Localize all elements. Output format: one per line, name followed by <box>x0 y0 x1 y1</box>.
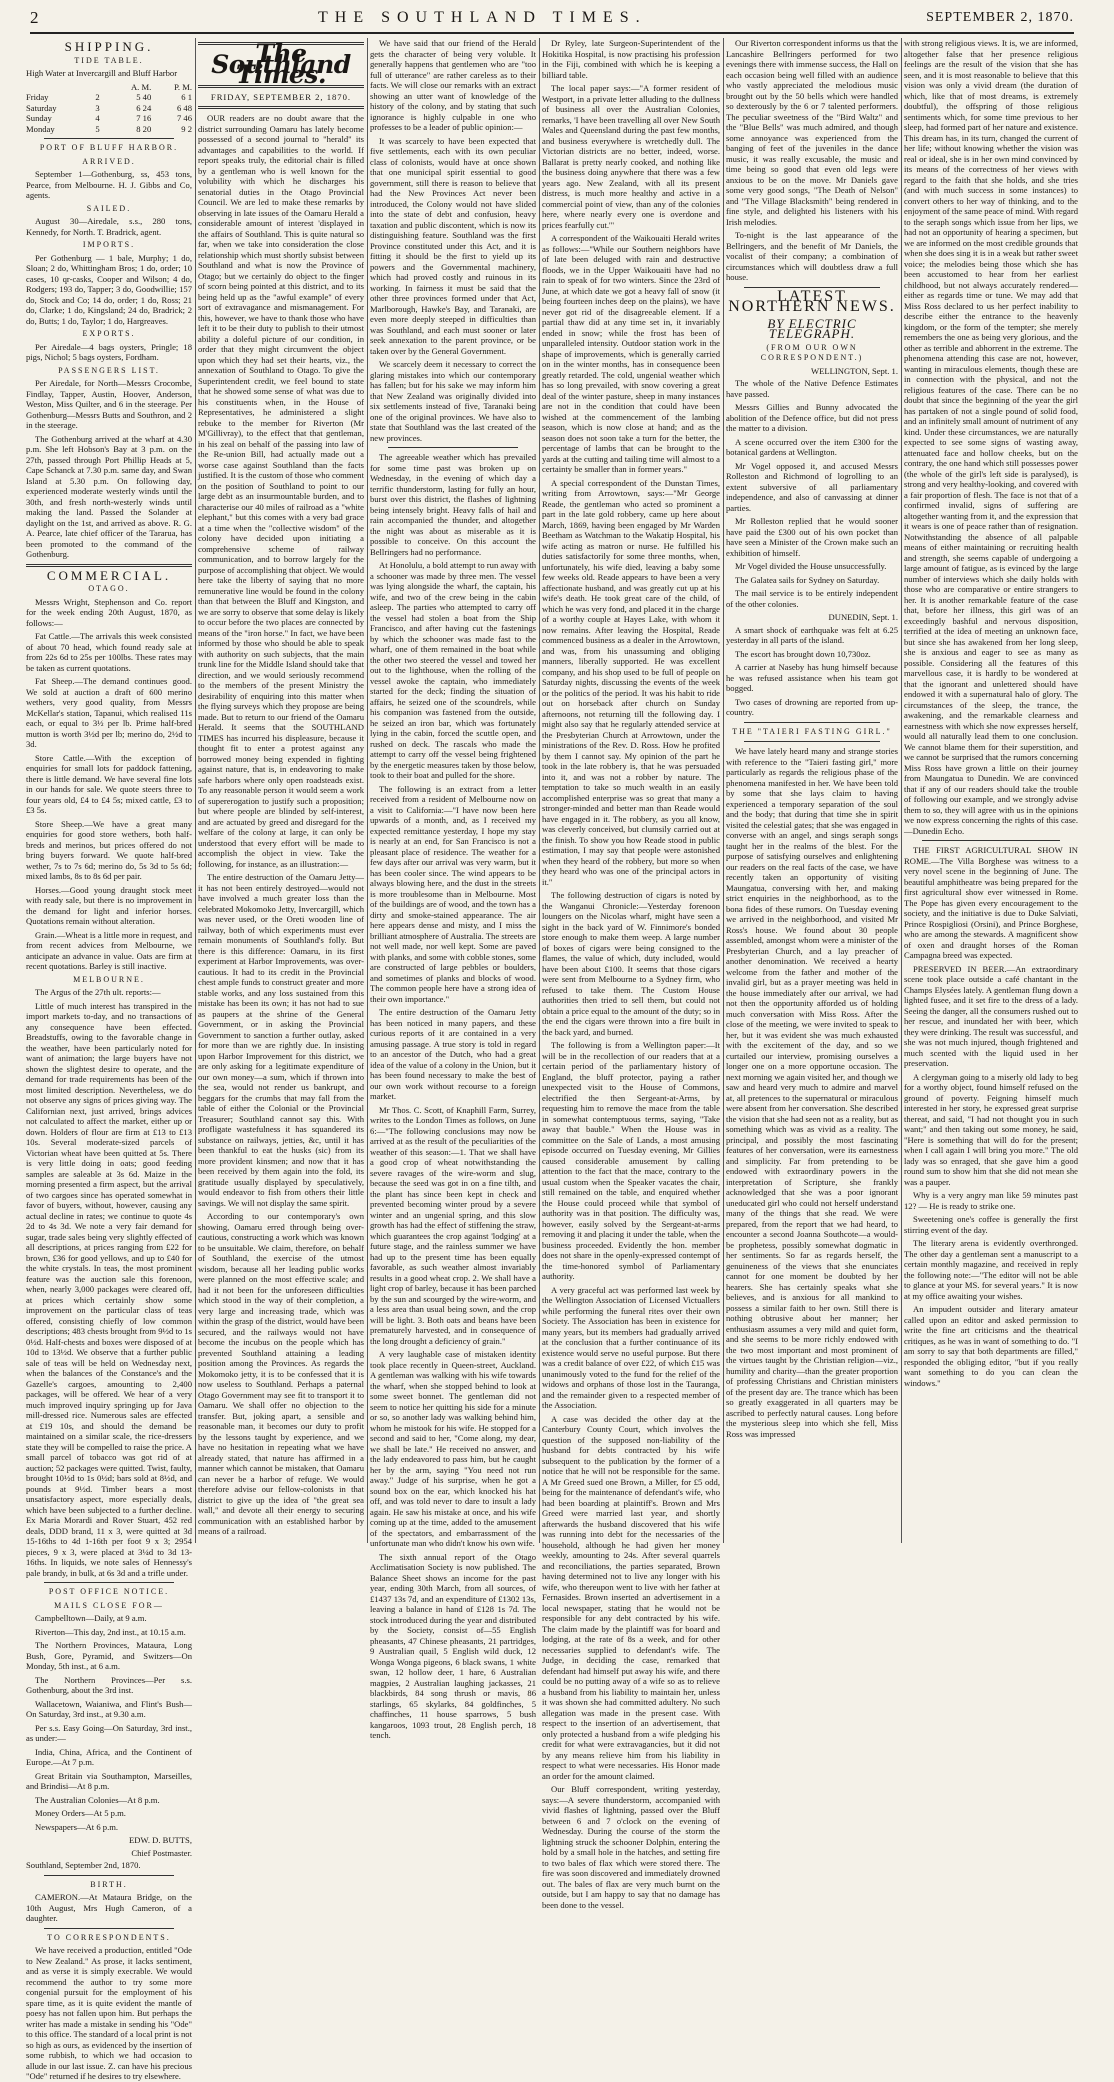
tide-pm: 6 1 <box>181 92 192 102</box>
news-paragraph: The following is an extract from a letter received from a resident of Melbourne now on a visit to California:—"I have now been here upwards of a month, and, as I received my expected remittance yesterday, I hope my stay is nearly at an end, for San Francisco is not a pleasant place of residence. The weather for a few days after our arrival was very warm, but it has been cooler since. The wind appears to be always blowing here, and the dust in the streets is more troublesome than in Melbourne. Most of the buildings are of wood, and the town has a dirty and smoke-stained appearance. The air here appears dense and misty, and I miss the brilliant atmosphere of Australia. The streets are not well made, nor well kept. Some are paved with planks, and some with cobble stones, some are constructed of large pebbles or boulders, and sometimes of planks and blocks of wood. The common people here have a strong idea of their own importance." <box>370 783 536 1004</box>
correspondents-heading: TO CORRESPONDENTS. <box>47 1932 171 1942</box>
tide-am: 5 40 <box>136 92 152 102</box>
editorial-paragraph: The entire destruction of the Oamaru Jetty—it has not been entirely destroyed—would not have involved a much greater loss than the celebrated Mokomoko Jetty, Invercargill, which was never used, or the Oreti wooden line of railway, both of which experiments must ever remain monuments of Southland's folly. But there is this difference: Oamaru, in its first experiment at Harbor Improvements, was over-cautious. It had to its credit in the Provincial chest ample funds to construct greater and more stable works, and any loss sustained from this mistake has been its own; it has not had to sue as paupers at the shrine of the General Government, or in asking the Provincial Government to sanction a further outlay, asked for more than we are rightly due. In insisting upon Harbor Improvement for this district, we are only asking for a legitimate expenditure of our own money—a sum, which if thrown into the sea, would not render us bankrupt, and beggars for the crumbs that may fall from the table of either the Colonial or the Provincial Treasurer; Southland cannot say this. With profligate wastefulness it has squandered its substance on railways, jetties, &c, until it has been thankful to eat the husks (sic) from its more provident kinsmen; and now that it has been received by them again into the fold, its gratitude usually displayed by speculatively, would endeavor to fish from others their little savings. We will not display the same spirit. <box>198 872 364 1208</box>
mail-item: Newspapers—At 6 p.m. <box>35 1821 119 1832</box>
column-divider <box>539 38 540 1543</box>
short-item: Sweetening one's coffee is generally the first stirring event of the day. <box>904 1214 1078 1235</box>
page-number: 2 <box>30 8 39 27</box>
otago-paragraph: Store Sheep.—We have a great many enquiries for good store wethers, both half-breds and merinos, but prices offered do not bring buyers forward. We quote half-bred wether, 7s to 7s 6d; merino do, 5s 3d to 5s 6d; mixed lambs, 8s to 8s 6d per pair. <box>26 818 192 881</box>
telegram: Mr Vogel opposed it, and accused Messrs Rolleston and Richmond of logrolling to an extent subversive of all parliamentary independence, and also of canvassing at dinner parties. <box>726 460 898 513</box>
mail-item: Wallacetown, Waianiwa, and Flint's Bush—On Saturday, 3rd inst., at 9.30 a.m. <box>26 1698 192 1719</box>
correspondents-notice: We have received a production, entitled "Ode to New Zealand." As prose, it lacks sentiment, and as verse it is simply execrable. We would recommend the author to try some more congenial pursuit for the employment of his spare time, as it is quite evident the mantle of poesy has not fallen upon him. But perhaps the writer has made a mistake in sending his "Ode" to this office. The standard of a local print is not so high as ours, as evidenced by the insertion of some rubbish, to which we had occasion to allude in our last issue. Z. can have his precious "Ode" returned if he desires to try elsewhere. <box>26 1945 192 2081</box>
news-paragraph: The sixth annual report of the Otago Acclimatisation Society is now published. The Balance Sheet shows an income for the past year, ending 30th March, from all sources, of £1437 13s 7d, and an expenditure of £1302 13s, leaving a balance in hand of £128 1s 7d. The stock introduced during the year and distributed by the Society, consist of—55 English pheasants, 47 Chinese pheasants, 21 partridges, 9 Australian quail, 5 English wild duck, 12 Wonga Wonga pigeons, 6 black swans, 1 white swan, 12 hollow deer, 1 hare, 6 Australian magpies, 2 Australian laughing jackasses, 21 blackbirds, 84 song thrush or mavis, 86 starlings, 65 skylarks, 84 goldfinches, 5 chaffinches, 11 house sparrows, 5 bush kangaroos, 1093 trout, 28 English perch, 18 tench. <box>370 1551 536 1740</box>
melbourne-paragraph: The Argus of the 27th ult. reports:— <box>35 987 161 997</box>
melbourne-heading: MELBOURNE. <box>73 974 145 984</box>
telegram: The Galatea sails for Sydney on Saturday. <box>735 574 880 585</box>
tide-date: 5 <box>95 123 100 134</box>
column-6 <box>904 38 1078 1543</box>
tide-date: 3 <box>95 102 100 113</box>
editorial-paragraph: We scarcely deem it necessary to correct the glaring mistakes into which our contemporary has fallen; but for his sake we may inform him that New Zealand was originally divided into six settlements instead of five, Taranaki being one of the original provinces. We have also to state that Southland was the last created of the new provinces. <box>370 359 536 443</box>
news-paragraph: A correspondent of the Waikouaiti Herald writes as follows:—"While our Southern neighbors have of late been deluged with rain and destructive floods, we in the Upper Waikouaiti have had no rain to speak of for two winters. Since the 23rd of June, at which date we got a heavy fall of snow (it being fourteen inches deep on the plains), we have never got rid of the disagreeable element. If a partial thaw did at any time set in, it invariably ended in snow; while the frost has been of unparalleled intensity. Outdoor station work in the shape of improvements, which is generally carried on in the winter months, has in consequence been greatly retarded. The cold, ungenial weather which has so long prevailed, with snow covering a great deal of the winter pasture, sheep in many instances are not in the condition that could have been wished at the commencement of the lambing season, which is now close at hand; and as the season does not soon take a turn for the better, the percentage of lambs that can be brought to the yards at the cutting and tailing time will almost to a certainty be smaller than in former years." <box>542 233 720 474</box>
column-5 <box>726 38 898 1543</box>
arrived-text: September 1—Gothenburg, ss, 453 tons, Pearce, from Melbourne. H. J. Gibbs and Co, agents. <box>26 169 192 200</box>
short-item: An impudent outsider and literary amateur called upon an editor and asked permission to write the fine art criticisms and the theatrical critiques, as he was in want of something to do. "I am sorry to say that both departments are filled," responded the obliging editor, "but if you really want something to do you can clean the windows." <box>904 1304 1078 1388</box>
column-3 <box>370 38 536 1740</box>
tide-am: 6 24 <box>136 102 152 113</box>
dunedin-dateline: DUNEDIN, Sept. 1. <box>828 612 898 622</box>
tide-col-pm: P. M. <box>174 81 192 92</box>
short-item: Why is a very angry man like 59 minutes past 12? — He is ready to strike one. <box>904 1190 1078 1211</box>
tide-am: 8 20 <box>136 123 152 134</box>
divider <box>744 722 880 723</box>
header-rule <box>30 32 1074 34</box>
short-item: PRESERVED IN BEER.—An extraordinary scene took place outside a café chantant in the Champs Elysées lately. A gentleman flung down a lighted fusee, and it set fire to the dress of a lady. Seeing the danger, all the consumers rushed out to her rescue, and inundated her with beer, which they were drinking. The result was successful, and she was not much injured, though frightened and much scented with the liquid used in her preservation. <box>904 963 1078 1068</box>
column-divider <box>367 38 368 1543</box>
news-paragraph: A very graceful act was performed last week by the Wellington Association of Licensed Victuallers while performing the funeral rites over their own Society. The Association has been in existence for many years, but its members had gradually arrived at the conclusion that a further continuance of its existence would serve no useful purpose. But there was a credit balance of over £22, of which £15 was unanimously voted to the fund for the relief of the widows and orphans of those lost in the Taurangа, and the remainder given to a respected member of the Association. <box>542 1284 720 1410</box>
news-paragraph: Our Bluff correspondent, writing yesterday, says:—A severe thunderstorm, accompanied with vivid flashes of lightning, passed over the Bluff between 6 and 7 o'clock on the evening of Wednesday. During the course of the storm the lightning struck the schooner Dolphin, entering the hold by a small hole in the hatches, and setting fire to two bales of flax which were stored there. The fire was soon discovered and immediately drowned out. The bales of flax are very much burnt on the outside, but I am happy to say that no damage has been done to the vessel. <box>542 1784 720 1910</box>
post-office-heading: POST OFFICE NOTICE. <box>48 1587 170 1596</box>
tide-day: Sunday <box>26 113 52 123</box>
column-2 <box>198 38 364 1543</box>
tide-table <box>26 82 192 135</box>
divider <box>26 564 192 567</box>
news-paragraph: Our Riverton correspondent informs us that the Lancashire Bellringers performed for two evenings there with immense success, the Hall on each occasion being well filled with an audience who vastly appreciated the melodious music brought out by the 50 bells which were handled so dexterously by the 6 or 7 talented performers. The peculiar sweetness of the "Bird Waltz" and the "Blue Bells" was much admired, and though some annoyance was experienced from the banging of feet of the juveniles in the dance music, it was really excusable, the music and time being so good that even old legs were anxious to be on the move. Mr Daniels gave some very good songs, "The Death of Nelson" and "The Village Blacksmith" being rendered in fine style, and delighted his listeners with his Irish melodies. <box>726 38 898 227</box>
tide-pm: 9 2 <box>181 123 192 134</box>
birth-heading: BIRTH. <box>90 1879 128 1889</box>
correspondent-note: (FROM OUR OWN CORRESPONDENT.) <box>760 342 864 362</box>
news-paragraph: Dr Ryley, late Surgeon-Superintendent of the Hokitika Hospital, is now practising his profession in the Fiji, combined with which he is keeping a billiard table. <box>542 38 720 80</box>
birth-notice: CAMERON.—At Mataura Bridge, on the 10th August, Mrs Hugh Cameron, of a daughter. <box>26 1892 192 1923</box>
otago-paragraph: Fat Sheep.—The demand continues good. We sold at auction a draft of 600 merino wethers, very good quality, from Messrs McKellar's station, Tapanui, which realised 11s each, or equal to 3½ per lb. Prime half-bred mutton is worth 3½d per lb; merino do, 2½d to 3d. <box>26 676 192 749</box>
column-4 <box>542 38 720 1910</box>
news-paragraph: Mr Thos. C. Scott, of Knaphill Farm, Surrey, writes to the London Times as follows, on June 6:—"The following conclusions may now be arrived at as the result of the peculiarities of the weather of this season:—1. That we shall have a good crop of wheat notwithstanding the severe ravages of the wire-worm and slug, because the seed was got in on a fine tilth, and the plant has since been kept in check and prevented becoming winter proud by a severe winter and an ungenial spring, and this slow growth has had the effect of stiffening the straw, which guarantees the crop against 'lodging' at a future stage, and the rainless summer we have had up to the present time has been equally favorable, as such weather almost invariably results in a good wheat crop. 2. We shall have a light crop of barley, because it has been parched by the sun and scourged by the wire-worm, and a less area than usual being sown, and the crop will be light. 3. Both oats and beans have been prematurely harvested, and in consequence of the long drought a deficiency of grain." <box>370 1104 536 1346</box>
passengers-text: Per Airedale, for North—Messrs Crocombe, Findlay, Tapper, Austin, Hoover, Anderson, Weston, Miss Quilter, and 6 in the steerage. Per Gothenburg—Messrs Butts and Southron, and 2 in the steerage. <box>26 378 192 430</box>
editorial-paragraph: We have said that our friend of the Herald gets the character of being very voluble. It generally happens that gentlemen who are "too full of utterance" are rather careless as to their facts. We will close our remarks with an extract showing an utter want of knowledge of the history of the colony, and by stating that such ignorance is highly culpable in one who professes to be a leader of public opinion:— <box>370 38 536 132</box>
telegram: A scene occurred over the item £300 for the botanical gardens at Wellington. <box>726 436 898 457</box>
telegram: Mr Vogel divided the House unsuccessfully. <box>735 561 887 571</box>
postmaster-name: EDW. D. BUTTS, <box>129 1835 192 1845</box>
voyage-report: The Gothenburg arrived at the wharf at 4.30 p.m. She left Hobson's Bay at 3 p.m. on the 27th, passed through Port Phillip Heads at 5, Cape Schanck at 7.30 p.m. same day, and Swan Island at 5.30 p.m. On following day, experienced moderate westerly winds until the 30th, and fresh north-westerly winds until making the land. Passed the Solander at daylight on the 1st, and arrived as above. R. G. A. Pearce, late chief officer of the Tararua, has been promoted to the command of the Gothenburg. <box>26 433 192 559</box>
telegram: The escort has brought down 10,730oz. <box>735 648 871 659</box>
news-paragraph: The entire destruction of the Oamaru Jetty has been noticed in many papers, and these curious reports of it are contained in a very amusing passage. A true story is told in regard to an ancestor of the Dutch, who had a great idea of the value of a colony in the Union, but it has been found necessary to make the best of our own work without recourse to a foreign market. <box>370 1007 536 1101</box>
tide-day: Saturday <box>26 102 57 113</box>
taieri-continued: with strong religious views. It is, we are informed, altogether false that her presence religious feelings are the result of the vision that she has seen, and it is most reasonable to believe that this vision was only a vivid dream (the duration of which, like that of most dreams, is extremely doubtful), the offspring of those religious sentiments which, for some time previous to her sleep, had formed part of her nature and existence. This dream has, in its turn, changed the current of her life; without knowing whether the vision was real or ideal, she is in her own mind convinced by its means of the correctness of her views with regard to the faith that she holds, and she tries (and with much success in some instances) to convert others to her way of thinking, and to the enjoyment of the same peace of mind. With regard to the seraph songs which issue from her lips, we had not an opportunity of hearing a specimen, but we are informed on the most credible grounds that when she does sing it is in a weak but rather sweet voice; the melodies being those which she has been accustomed to hear from her earliest childhood, but not always accurately rendered—either as regards time or tune. We may add that Miss Ross declared to us her perfect inability to describe either the entrance to the heavenly kingdom, or the form of the tempter; she merely remembers the one as being very glorious, and the other as terrible and abhorrent in the extreme. The phenomena attending this case are not, however, wanting in miraculous elements, though these are in connection with the physical, and not the religious features of the case. There can be no doubt that since the beginning of the year the girl has partaken of not a single pound of solid food, and an infinitely small amount of nutriment of any kind. Under these circumstances, we are naturally expected to see some signs of wasting away, attenuated face and hollow cheeks, but on the contrary, the one hand which still possesses power (the whole of the girl's left side is paralysed), is strong and very healthy-looking, and covered with a fair proportion of flesh. The face is not that of a confirmed invalid, signs of suffering are altogether wanting from it, and the expression that it wears is one of peace rather than of resignation. Notwithstanding the absence of all palpable means of either maintaining or recruiting health and strength, she seems capable of undergoing a large amount of fatigue, as is evinced by the large number of interviews which she daily holds with those who are comparative or entire strangers to her. It is another remarkable feature of the case that, before her illness, this girl was of an exceedingly bashful and nervous disposition, terrified at the idea of meeting an unknown face, but since she has awakened from her long sleep, she is anxious and eager to see as many as possible. Considering all the features of this marvellous case, it is hardly to be wondered at that the ignorant and unlettered should have endowed it with a supernatural halo of glory. The circumstances of the sleep, the trance, the awakening, and the remarkable clearness and earnestness with which she now expresses herself, would all naturally lead them to one conclusion. We cannot blame them for their superstition, and we cannot be surprised that the rumors concerning Miss Ross have grown a little on their journey from Maungatua to Dunedin. We are convinced that if any of our readers should take the trouble of following our example, and we strongly advise them to so, they will agree with us in the opinions we now express concerning the rights of this case.—Dunedin Echo. <box>904 38 1078 836</box>
news-paragraph: To-night is the last appearance of the Bellringers, and the benefit of Mr Daniels, the vocalist of their company; a combination of circumstances which will doubtless draw a full house. <box>726 230 898 282</box>
tide-row <box>26 124 192 135</box>
tide-row <box>26 92 192 103</box>
taieri-heading: THE "TAIERI FASTING GIRL." <box>732 726 892 736</box>
short-item: The literary arena is evidently overthronged. The other day a gentleman sent a manuscript to a certain monthly magazine, and received in reply the following note:—"The editor will not be able to glance at your MS. for several years." It is now at my office awaiting your wishes. <box>904 1238 1078 1301</box>
telegram: Mr Rolleston replied that he would sooner have paid the £300 out of his own pocket than have seen a Minister of the Crown make such an exhibition of himself. <box>726 516 898 558</box>
mail-item: Money Orders—At 5 p.m. <box>35 1808 126 1818</box>
tide-table-heading: TIDE TABLE. <box>74 55 144 65</box>
tide-am: 7 16 <box>136 113 152 123</box>
divider <box>44 138 174 139</box>
tide-row <box>26 103 192 114</box>
telegram: A carrier at Naseby has hung himself because he was refused assistance when his team got bogged. <box>726 662 898 693</box>
telegram: The whole of the Native Defence Estimates have passed. <box>726 378 898 399</box>
running-masthead: THE SOUTHLAND TIMES. <box>318 9 647 26</box>
exports-text: Per Airedale—4 bags oysters, Pringle; 18 pigs, Nichol; 5 bags oysters, Fordham. <box>26 341 192 362</box>
news-paragraph: The agreeable weather which has prevailed for some time past was broken up on Wednesday, in the evening of which day a terrific thunderstorm, lasting for fully an hour, burst over this district, the flashes of lightning being intensely bright. Heavy falls of hail and rain accompanied the thunder, and altogether the night was about as miserable as it is possible to conceive. On this account the Bellringers had no performance. <box>370 452 536 557</box>
column-divider <box>195 38 196 1543</box>
mail-item: Great Britain via Southampton, Marseilles, and Brindisi—At 8 p.m. <box>26 1770 192 1791</box>
port-heading: PORT OF BLUFF HARBOR. <box>39 143 179 152</box>
mail-item: The Northern Provinces—Per s.s. Gothenburg, about the 3rd inst. <box>26 1674 192 1695</box>
short-item: THE FIRST AGRICULTURAL SHOW IN ROME.—The Villa Borghese was witness to a very novel scene in the beginning of June. The beautiful amphitheatre was being prepared for the first agricultural show ever witnessed in Rome. The Pope has given every encouragement to the society, and the initiative is due to Duke Salviati, Prince Rospigliosi (Orsini), and Prince Borghese, who are among the stewards. A magnificent show of oxen and draught horses of the Roman Campagna breed was expected. <box>904 845 1078 960</box>
tide-table-header <box>26 82 192 93</box>
column-1 <box>26 38 192 2081</box>
mail-item: The Northern Provinces, Mataura, Long Bush, Gore, Pyramid, and Switzers—On Monday, 5th inst., at 6 a.m. <box>26 1640 192 1671</box>
divider <box>198 106 364 109</box>
issue-date: SEPTEMBER 2, 1870. <box>926 10 1074 25</box>
divider <box>44 1875 174 1876</box>
otago-heading: OTAGO. <box>88 584 130 593</box>
mail-item: India, China, Africa, and the Continent of Europe.—At 7 p.m. <box>26 1746 192 1767</box>
otago-paragraph: Fat Cattle.—The arrivals this week consisted of about 70 head, which found ready sale at from 22s 6d to 25s per 100lbs. These rates may be taken as current quotations. <box>26 631 192 673</box>
otago-paragraph: Horses.—Good young draught stock meet with ready sale, but there is no improvement in the demand for light and inferior horses. Quotations remain without alteration. <box>26 884 192 926</box>
tide-pm: 7 46 <box>176 113 192 123</box>
news-paragraph: At Honolulu, a bold attempt to run away with a schooner was made by three men. The vessel was lying alongside the wharf, the captain, his wife, and two of the crew being in the cabin asleep. The parties who attempted to carry off the vessel had stolen a boat from the Ship Francisco, and after having cut the fastenings by which the schooner was made fast to the wharf, one of them remained in the boat while the other two steered the vessel and towed her out to the lighthouse, when the rolling of the vessel awoke the captain, who immediately started for the deck; finding the situation of affairs, he seized one of the scoundrels, while his companion was fastened from the outside, he seized an iron bar, which was fortunately lying in the cabin, forced the scuttle open, and rushed on deck. The rascals who made the attempt to carry off the vessel being frightened by the energetic measures taken by those below, took to their boat and pulled for the shore. <box>370 560 536 780</box>
tide-col-am: A. M. <box>130 81 152 92</box>
divider <box>744 741 880 742</box>
news-paragraph: A case was decided the other day at the Canterbury County Court, which involves the question of the supposed non-liability of the husband for debts contracted by his wife subsequent to the publication by the former of a notice that he will not be responsible for the same. A Mr Greed sued one Brown, a Miller, for £5 odd, being for the maintenance of defendant's wife, who had been boarding at plaintiff's. Brown and Mrs Greed were married last year, and shortly afterwards the husband discovered that his wife was running into debt for the necessaries of the household, although he had given her money weekly, amounting to 24s. After several quarrels and reconciliations, the parties separated, Brown having determined not to live any longer with his wife, who thereupon went to live with her father at Fernasides. Brown inserted an advertisement in a local newspaper, stating that he would not be responsible for any debt contracted by his wife. The claim made by the plaintiff was for board and lodging, at the rate of 8s a week, and for other necessaries supplied to defendant's wife. The Judge, in deciding the case, remarked that defendant had himself put away his wife, and there could be no putting away of a wife so as to relieve a husband from his liability to maintain her, unless it was shown she had committed adultery. No such allegation was made in the present case. With respect to the insertion of an advertisement, that only protected a husband from a wife pledging his credit for what were extravagancies, but it did not by any means relieve him from his liability in respect to what were necessaries. His Honor made an order for the amount claimed. <box>542 1413 720 1781</box>
editorial-paragraph: OUR readers are no doubt aware that the district surrounding Oamaru has lately become possessed of a second journal to "herald" its advantages and capabilities to the world. If report speaks truly, the editorial chair is filled by a gentleman who is well known for the volubility with which he discharges his senatorial duties in the Otago Provincial Council. We are led to make these remarks by observing in late issues of the Oamaru Herald a considerable amount of interest 'displayed in the affairs of Southland. This is quite natural so far, when we take into consideration the close relationship which must shortly subsist between Southland and what is now the Province of Otago; but we certainly do object to the finger of scorn being pointed at this district, and to its being held up as the "awful example" of every sort of extravagance and mismanagement. For this, however, we have to thank those who have left it to be their duty to publish to their utmost ability a doleful picture of our condition, in order that they might circumvent the object upon which they had set their hearts, viz., the annexation of Southland to Otago. To give the Superintendent credit, we feel bound to state that he showed some sense of what was due to his constituents when, in the House of Representatives, he administered a slight rebuke to the member for Riverton (Mr M'Gillivray), to the effect that that gentleman, in his zeal on behalf of the passing into law of the Re-union Bill, had actually made out a worse case against Southland than the facts justified. It is the custom of those who comment on the position of Southland to point to our large debt as an insurmountable burden, and to characterise our 40 miles of railroad as a "white elephant," but this comes with a very bad grace at a time when the "collective wisdom" of the colony have decided upon initiating a comprehensive scheme of railway communication, and to borrow largely for the purpose of accomplishing that object. We would here take the liberty of saying that no more remunerative line would be found in the colony than that between the Bluff and Kingston, and we are sorry to observe that some delay is likely to occur before the two places are connected by means of the "iron horse." In fact, we have been informed by those who should be able to speak with authority on such subjects, that the main trunk line for the Middle Island should take that direction, and we would seriously recommend to the members of the present Ministry the desirability of enquiring into this matter when the flying surveys which they propose are being made. But to return to our friend of the Oamaru Herald. It seems that the SOUTHLAND TIMES has incurred his displeasure, because it thought fit to enter a protest against any borrowed money being expended in fighting against nature, that is, in endeavoring to make safe harbors where only open roadsteads exist. To any reasonable person it would seem a work of supererogation to justify such a proposition; but where people are blinded by self-interest, and are actuated by greed and disregard for the welfare of the colony at large, it can only be understood that every effort will be made to accomplish the object in view. Take the following, for instance, as an illustration:— <box>198 113 364 869</box>
mail-item: The Australian Colonies—At 8 p.m. <box>35 1794 160 1805</box>
editorial-paragraph: It was scarcely to have been expected that five settlements, each with its own peculiar class of colonists, would have at once shown that one municipal spirit essential to good government, still there is reason to believe that had the New Provinces Act never been introduced, the Colony would not have slided into the state of debt and confusion, heavy taxation and public discontent, which is now its distinguishing feature. Southland was the first Province constituted under this Act, and it is fitting it should be the first to yield up its powers and the Governmental machinery, which had proved costly and ruinous in its working. In fairness it must be said that the other three provinces formed under that Act, Marlborough, Hawke's Bay, and Taranaki, are even more deeply steeped in difficulties than was Southland, and each must sooner or later seek annexation to the parent province, or be taken over by the General Government. <box>370 135 536 356</box>
tide-pm: 6 48 <box>176 102 192 113</box>
tide-row <box>26 113 192 124</box>
editorial-date: FRIDAY, SEPTEMBER 2, 1870. <box>210 91 352 102</box>
sailed-text: August 30—Airedale, s.s., 280 tons, Kennedy, for North. T. Bradrick, agent. <box>26 216 192 237</box>
mail-item: Campbelltown—Daily, at 9 a.m. <box>35 1613 147 1623</box>
latest-news-heading: LATEST NORTHERN NEWS. <box>728 287 896 315</box>
tide-day: Friday <box>26 92 49 102</box>
telegram: Two cases of drowning are reported from up-country. <box>726 696 898 717</box>
wellington-dateline: WELLINGTON, Sept. 1. <box>811 365 898 376</box>
commercial-heading: COMMERCIAL. <box>46 567 172 583</box>
telegraph-subheading: BY ELECTRIC TELEGRAPH. <box>767 315 857 341</box>
melbourne-paragraph: Little of much interest has transpired in the import markets to-day, and no transactions of any consequence have been effected. Breadstuffs, owing to the favorable change in the weather, have been particularly noted for want of animation; the large buyers have not shown the slightest desire to operate, and the demand for trade requirements has been of the most limited description. Nevertheless, we do not observe any signs of prices giving way. The Californian next, just arrived, brings advices not calculated to affect the market, either up or down. Holders of flour are firm at £13 to £13 10s. Several moderate-sized parcels of Victorian wheat have been quitted at 5s. There is very little doing in oats; good feeding samples are saleable at 3s 6d. Maize in the morning presented a firm aspect, but the arrival of two cargoes since has operated somewhat in favor of buyers, without, however, causing any actual decline in rates; we continue to quote 4s 2d to 4s 3d. We note a very fair demand for sugar, trade sales being very slightly effected of all descriptions, at prices ranging from £22 for brown, £36 for good yellows, and up to £40 for the white crystals. In teas, the most prominent feature was the auction sale this forenoon, when, nearly 3,000 packages were cleared off, at prices which certainly show some improvement on the particular class of teas offered, consisting chiefly of low common descriptions; 483 chests brought from 9½d to 1s 0½d. Half-chests and boxes were disposed of at 10d to 13½d. We observe that a further public sale of teas will be held on Wednesday next, when the balances of the Constance's and the Gazelle's cargoes, amounting to 2,400 packages, will be offered. We hear of a very much improved inquiry springing up for Java mill-dressed rice. Numerous sales are effected at £19 10s, and should the demand be maintained on a similar scale, the rice-dressers state they will be compelled to raise the price. A small parcel of tobacco was got rid of at auction; 52 packages were quitted. Twist, faulty, brought 10½d to 1s 0½d; bars sold at 8½d, and pounds at 9½d. Timber bears a most unsatisfactory aspect, more especially deals, which have been subjected to a further decline. Ex Maria Morardi and Rover Stuart, 452 red deals, DDD brand, 11 x 3, were quitted at 3d 15-16ths to 4d 1-16th per foot 9 x 3; 2954 pieces, 9 x 3, were placed at 3¼d to 3d 13-16ths. In liquids, we note sales of Hennessy's pale brandy, in bulk, at 6s 3d and a trifle under. <box>26 1000 192 1578</box>
mail-item: Riverton—This day, 2nd inst., at 10.15 a.m. <box>35 1626 186 1637</box>
mail-item: Per s.s. Easy Going—On Saturday, 3rd inst., as under:— <box>26 1722 192 1743</box>
passengers-heading: PASSENGERS LIST. <box>58 365 160 375</box>
telegram: The mail service is to be entirely independent of the other colonies. <box>726 588 898 609</box>
exports-heading: EXPORTS. <box>82 329 136 338</box>
sailed-heading: SAILED. <box>86 203 132 213</box>
shipping-heading: SHIPPING. <box>64 39 154 54</box>
tide-date: 2 <box>95 92 100 102</box>
post-office-dateline: Southland, September 2nd, 1870. <box>26 1860 141 1870</box>
page-header <box>30 6 1074 30</box>
news-paragraph: A very laughable case of mistaken identity took place recently in Queen-street, Auckland. A gentleman was walking with his wife towards the wharf, when she stopped behind to look at some sweet bonnet. The gentleman did not seem to notice her quitting his side for a minute or so, so another lady was walking behind him, whom he mistook for his wife. He stopped for a second and said to her, "Come along, my dear, we shall be late." He received no answer, and the lady endeavored to pass him, but he caught her by the arm, saying "You need not run away." Judge of his surprise, when he got a sound box on the ear, which knocked his hat off, and was told never to dare to insult a lady again. He saw his mistake at once, and his wife coming up at the time, added to the amusement of the spectators, and embarrassment of the unfortunate man who didn't know his own wife. <box>370 1349 536 1548</box>
column-divider <box>723 38 724 1543</box>
divider <box>388 447 518 448</box>
short-item: A clergyman going to a miserly old lady to beg for a worthy object, found himself refused on the ground of poverty. Feigning himself much interested in her story, he expressed great surprise thereat, and said, "I had not thought you in such want;" and then taking out some money, he said, "Here is something that will do for the present; when I call again I will bring you more." The old lady was so enraged, that she gave him a good round sum to show him that she did not mean she was a pauper. <box>904 1071 1078 1187</box>
otago-paragraph: Store Cattle.—With the exception of enquiries for small lots for paddock fattening, there is little demand. We have several fine lots in our hands for sale. We quote steers three to four years old, £4 to £4 5s; mixed cattle, £3 to £3 5s. <box>26 752 192 815</box>
editorial-masthead: The Southland Times. <box>211 39 351 89</box>
imports-text: Per Gothenburg — 1 bale, Murphy; 1 do, Sloan; 2 do, Whittingham Bros; 1 do, order; 10 cases, 10 qr-casks, Cooper and Wilson; 4 do, Rodgers; 193 do, Tapper; 3 do, Goodwillie; 157 do, Stock and Co; 14 do, order; 1 do, Ross; 21 do, Clarke; 1 do, Kingsland; 24 do, Bradrick; 2 do, Butts; 1 do, Taylor; 1 do, Hargreaves. <box>26 252 192 326</box>
imports-heading: IMPORTS. <box>82 240 136 249</box>
news-paragraph: The following destruction of cigars is noted by the Wanganui Chronicle:—Yesterday forenoon loungers on the Nicolas wharf, might have seen a sight in the back yard of W. Finnimore's bonded store enough to make them weep. A large number of boxes of cigars were being consigned to the flames, the value of which, duty included, would have been about £100. It seems that those cigars were sent from Melbourne to a Sydney firm, who refused to take them. The Custom House authorities then tried to sell them, but could not obtain a price equal to the amount of the duty; so in the end the cigars were thrown into a fire built in the back yard, and burned. <box>542 890 720 1037</box>
arrived-heading: ARRIVED. <box>82 156 136 166</box>
news-paragraph: The local paper says:—"A former resident of Westport, in a private letter alluding to the dullness of business all over the Australian Colonies, remarks, 'I have been travelling all over New South Wales and Queensland during the past few months, and business everywhere is wretchedly dull. The Victorian districts are no better, indeed, worse. Ballarat is pretty nearly cooked, and nothing like the business doing anywhere that there was a few years ago. New Zealand, with all its present distress, is much more healthy and active in a commercial point of view, than any of the colonies here, where nearly every one is overdone and prices fearfully cut.'" <box>542 83 720 230</box>
divider <box>44 1582 174 1583</box>
telegram: Messrs Gillies and Bunny advocated the abolition of the Defence office, but did not press the matter to a division. <box>726 402 898 433</box>
mails-close-heading: MAILS CLOSE FOR— <box>54 1600 164 1610</box>
tide-date: 4 <box>95 113 100 123</box>
news-paragraph: A special correspondent of the Dunstan Times, writing from Arrowtown, says:—"Mr George Reade, the gentleman who acted so prominent a part in the late gold robbery, came up here about March, 1869, having been engaged by Mr Warden Beetham as Watchman to the Wakatip Hospital, his wife acting as matron or nurse. He fulfilled his duties satisfactorily for some three months, when, unfortunately, his wife died, leaving a baby some few weeks old. Reade appears to have been a very affectionate husband, and was greatly cut up at his wife's death. He took great care of the child, of which he was very fond, and placed it in the charge of a worthy couple at Hayes Lake, with whom it now remains. After leaving the Hospital, Reade commenced business as a dealer in the Arrowtown, and was, from his unassuming and obliging manners, liberally supported. He was excellent company, and his shop used to be full of people on Saturday nights, discussing the events of the week or the politics of the period. It was his habit to ride out on horseback after church on Sunday afternoons, not returning till the following day. I might also say that he regularly attended service at the Presbyterian Church at Arrowtown, under the ministrations of the Rev. D. Ross. How he profited by them I cannot say. My opinion of the part he took in the late robbery is, that he was persuaded into it, and was not a robber by nature. The temptation to take so much wealth in an easily accomplished enterprise was so great that many a stronger-minded and better man than Reade would have engaged in it. The robbery, as you all know, was cleverly conceived, but clumsily carried out at the finish. To show you how Reade stood in public estimation, I may say that people were astonished when they heard of the robbery, but more so when they heard who was one of the principal actors in it." <box>542 477 720 887</box>
telegram: A smart shock of earthquake was felt at 6.25 yesterday in all parts of the island. <box>726 624 898 645</box>
otago-paragraph: Grain.—Wheat is a little more in request, and from recent advices from Melbourne, we anticipate an advance in value. Oats are firm at recent quotations. Barley is still inactive. <box>26 929 192 971</box>
editorial-paragraph: According to our contemporary's own showing, Oamaru erred through being over-cautious, constructing a work which was known to be unsuitable. We claim, therefore, on behalf of Southland, the exercise of the utmost wisdom, because all her leading public works were planned on the most effective scale; and had it not been for the unforeseen difficulties which stood in the way of their completion, a very large and increasing trade, which was within the grasp of the district, would have been secured, and the railways would not have become the incubus on the people which has prevented Southland attaining a leading position among the Provinces. As regards the Mokomoko jetty, it is to be confessed that it is now useless to Southland. Perhaps a paternal Otago Government may see fit to transport it to Oamaru. We shall offer no objection to the transfer. But, joking apart, a sensible and reasonable man, it becomes our duty to profit by the lessons taught by experience, and we have no hesitation in repeating what we have already stated, that nature has affirmed in a manner which cannot be mistaken, that Oamaru can never be a harbor of refuge. We would therefore advise our fellow-colonists in that district to give up the idea of "the great sea wall," and devote all their energy to securing communication with an established harbor by means of a railroad. <box>198 1211 364 1536</box>
postmaster-title: Chief Postmaster. <box>131 1847 192 1858</box>
news-paragraph: The following is from a Wellington paper:—It will be in the recollection of our readers that at a certain period of the parliamentary history of England, the bluff protector, paying a rather unexpected visit to the House of Commons, electrified the then Sergeant-at-Arms, by requesting him to remove the mace from the table in somewhat contemptuous terms, saying, "Take away that bauble." When the House was in committee on the Sale of Lands, a most amusing episode occurred on Tuesday evening, Mr Gillies caused considerable amusement by calling attention to the fact that the mace, contrary to the usual custom when the Speaker vacates the chair, still remained on the table, and enquired whether the House could proceed while that symbol of authority was in that position. The difficulty was, however, easily solved by the Sergeant-at-arms removing it and placing it under the table, when the business proceeded. Evidently the hon. member does not share in the openly-expressed contempt of the time-honored symbol of Parliamentary authority. <box>542 1040 720 1281</box>
divider <box>44 1928 174 1929</box>
column-divider <box>901 38 902 1543</box>
otago-paragraph: Messrs Wright, Stephenson and Co. report for the week ending 20th August, 1870, as follows:— <box>26 596 192 628</box>
tide-day: Monday <box>26 123 55 134</box>
taieri-paragraph: We have lately heard many and strange stories with reference to the "Taieri fasting girl," more particularly as regards the religious phase of the phenomena manifested in her. We have been told by some that she lays claim to having experienced a temporary separation of the soul and the body; that during that time she in spirit visited the celestial gates; that she was engaged in converse with an angel, and sings seraph songs taught her in the realms of the blest. For the purpose of satisfying ourselves and enlightening our readers on the real facts of the case, we have recently taken an opportunity of visiting Maungatua, conversing with her, and making strict enquiries in the neighborhood, as to the bona fides of these rumors. On Tuesday evening we arrived in the neighborhood, and visited Mr Ross's house. We found about 30 people assembled, amongst whom were a minister of the Presbyterian Church, and a lay preacher of another denomination. We received a hearty welcome from the father and mother of the invalid girl, but as a prayer meeting was held in the house immediately after our arrival, we had not then the opportunity afforded us of holding much conversation with Miss Ross. After the close of the meeting, we were invited to speak to her, but it was evident she was much exhausted with the excitement of the day, and so we curtailed our interview, promising ourselves a longer one on a more opportune occasion. The next morning we again visited her, and though we saw and heard very much to admire and marvel at, all pretences to the supernatural or miraculous were absent from her conversation. She described the vision that she had seen not as a reality, but as something which was as vivid as a reality. The principal, and possibly the most fascinating features of her conversation, were its earnestness and simplicity. Far from pretending to be endowed with extraordinary powers in the interpretation of Scripture, she frankly acknowledged that she was a poor ignorant uneducated girl who could not herself understand many of the things that she read. We were prepared, from the report that we had heard, to encounter a second Joanna Southcote—a would-be prophetess, possibly somewhat dogmatic in her sentiments. So far as regards herself, the genuineness of the views that she enunciates cannot for one moment be doubted by her hearers. She has certainly speaks what she believes, and is anxious for all mankind to possess a similar faith to her own. Still there is nothing obtrusive about her manner; her enthusiasm assumes a very mild and quiet form, and she seems to be more richly endowed with the two most important and most prominent of the virtues taught by the Christian religion—viz., humility and charity—than the greater proportion of professing Christians and Christian ministers of the present day are. The trance which has been so greatly exaggerated in all quarters may be ascribed to perfectly natural causes. Long before the mysterious sleep into which she fell, Miss Ross was impressed <box>726 746 898 1439</box>
tide-intro: High Water at Invercargill and Bluff Harbor <box>26 68 178 78</box>
divider <box>922 840 1060 841</box>
